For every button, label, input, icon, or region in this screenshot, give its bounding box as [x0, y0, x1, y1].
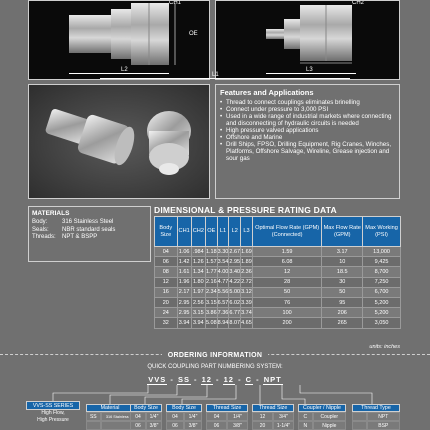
ch2-label: CH2 — [352, 0, 365, 6]
table-cell: 28 — [252, 277, 322, 287]
table-cell: 2.17 — [177, 287, 191, 297]
table-cell: 265 — [322, 318, 363, 328]
table-cell: 2.56 — [191, 297, 205, 307]
material-value: NPT & BSPP — [62, 234, 98, 240]
option-row — [298, 412, 346, 421]
rating-body — [155, 247, 401, 329]
table-cell: 5,200 — [363, 308, 401, 318]
option-row — [130, 412, 162, 421]
table-cell: 4.65 — [241, 318, 253, 328]
table-cell: 12 — [252, 267, 322, 277]
table-cell: 04 — [155, 247, 178, 257]
option-value: BSP — [367, 421, 400, 430]
ordering-subtitle: QUICK COUPLING PART NUMBERING SYSTEM: — [147, 364, 283, 370]
option-value: 316 Stainless — [101, 412, 134, 421]
table-cell: 2.36 — [241, 267, 253, 277]
option-thread-type — [352, 404, 400, 430]
table-cell: 2.95 — [177, 297, 191, 307]
material-key: Body: — [32, 219, 48, 225]
table-cell: 3.86 — [205, 308, 217, 318]
rating-title: DIMENSIONAL & PRESSURE RATING DATA — [154, 205, 337, 215]
option-value — [101, 421, 134, 430]
table-cell: 20 — [155, 297, 178, 307]
nipple-diagram — [215, 0, 400, 80]
table-cell: 5.56 — [217, 287, 229, 297]
option-code: 04 — [166, 412, 184, 421]
ch1-label: CH1 — [169, 0, 182, 6]
material-key: Seals: — [32, 226, 49, 233]
table-cell: 3.40 — [229, 267, 241, 277]
option-body-size-1 — [130, 404, 162, 430]
pn-segment: 12 — [223, 375, 234, 384]
rating-header-row — [155, 217, 401, 247]
table-cell: 08 — [155, 267, 178, 277]
option-row — [252, 412, 294, 421]
table-cell: 13,000 — [363, 247, 401, 257]
features-list — [220, 99, 395, 162]
pn-segment: 12 — [201, 375, 212, 384]
table-cell: 6.57 — [217, 297, 229, 307]
l2-dimension-line — [69, 73, 169, 74]
option-code — [86, 421, 101, 430]
option-code: 04 — [130, 412, 146, 421]
table-cell: 3.39 — [241, 297, 253, 307]
option-header: Thread Type — [352, 404, 400, 412]
table-cell: 3.54 — [217, 257, 229, 267]
option-row — [206, 412, 248, 421]
l3-label: L3 — [306, 67, 313, 73]
features-panel — [215, 84, 400, 199]
features-title: Features and Applications — [220, 88, 314, 97]
table-cell: 1.42 — [177, 257, 191, 267]
option-header: Material — [86, 404, 134, 412]
table-row — [155, 287, 401, 297]
l1-label: L1 — [212, 72, 219, 78]
option-row — [298, 421, 346, 430]
table-cell: 3.17 — [322, 247, 363, 257]
option-thread-size-2 — [252, 404, 294, 430]
table-cell: 2.34 — [205, 287, 217, 297]
option-value: 3/8" — [146, 421, 162, 430]
table-cell: 2.95 — [177, 308, 191, 318]
option-row — [352, 421, 400, 430]
rating-column-header: Body Size — [155, 217, 178, 247]
table-cell: 06 — [155, 257, 178, 267]
material-value: NBR standard seals — [62, 226, 116, 233]
option-code: 06 — [206, 421, 227, 430]
table-cell: 1.96 — [177, 277, 191, 287]
table-cell: 2.67 — [229, 247, 241, 257]
feature-item: • Drill Ships, FPSO, Drilling Equipment, Rig Cranes, Winches, Platforms, Offshore Salvage, Wireline, Grease injection and sour gas — [220, 141, 395, 162]
rating-column-header: Max Flow Rate (GPM) — [322, 217, 363, 247]
table-cell: 32 — [155, 318, 178, 328]
table-cell: 3.94 — [177, 318, 191, 328]
table-cell: 1.34 — [191, 267, 205, 277]
table-cell: 2.72 — [241, 277, 253, 287]
l2-label: L2 — [121, 67, 128, 73]
option-code: 20 — [252, 421, 273, 430]
table-cell: 3,050 — [363, 318, 401, 328]
table-cell: .984 — [191, 247, 205, 257]
option-header: Coupler / Nipple — [298, 404, 346, 412]
option-value: 3/8" — [227, 421, 248, 430]
rating-column-header: Max Working (PSI) — [363, 217, 401, 247]
table-cell: 206 — [322, 308, 363, 318]
option-code: 06 — [130, 421, 146, 430]
pn-segment: C — [245, 375, 253, 384]
option-value: Coupler — [313, 412, 346, 421]
table-cell: 50 — [322, 287, 363, 297]
part-number: VVS - SS - 12 - 12 - C - NPT — [148, 375, 282, 384]
table-cell: 5,200 — [363, 297, 401, 307]
table-cell: 6,700 — [363, 287, 401, 297]
option-code: C — [298, 412, 313, 421]
table-cell: 95 — [322, 297, 363, 307]
option-value: 1/4" — [227, 412, 248, 421]
table-cell: 8.07 — [229, 318, 241, 328]
option-material — [86, 404, 134, 430]
table-cell: 8,700 — [363, 267, 401, 277]
table-cell: 6.08 — [252, 257, 322, 267]
table-cell: 200 — [252, 318, 322, 328]
table-cell: 8.94 — [217, 318, 229, 328]
table-cell: 1.80 — [191, 277, 205, 287]
table-cell: 1.26 — [191, 257, 205, 267]
option-row — [86, 421, 134, 430]
option-code: 04 — [206, 412, 227, 421]
table-cell: 4.00 — [217, 267, 229, 277]
table-cell: 1.18 — [205, 247, 217, 257]
units-note: units: inches — [369, 344, 400, 350]
option-row — [166, 421, 202, 430]
material-row — [32, 234, 147, 242]
material-value: 316 Stainless Steel — [62, 219, 114, 225]
table-cell: 10 — [322, 257, 363, 267]
rating-column-header: CH1 — [177, 217, 191, 247]
table-cell: 16 — [155, 287, 178, 297]
rating-table — [154, 216, 401, 329]
table-cell: 6.02 — [229, 297, 241, 307]
option-row — [206, 421, 248, 430]
table-row — [155, 247, 401, 257]
table-cell: 1.97 — [191, 287, 205, 297]
table-cell: 9,425 — [363, 257, 401, 267]
feature-item: • Connect under pressure to 3,000 PSI — [220, 106, 395, 113]
table-cell: 4.77 — [217, 277, 229, 287]
l3-dimension-line — [266, 73, 356, 74]
table-cell: 24 — [155, 308, 178, 318]
table-cell: 100 — [252, 308, 322, 318]
material-key: Threads: — [32, 234, 56, 240]
table-cell: 2.95 — [229, 257, 241, 267]
rating-column-header: OE — [205, 217, 217, 247]
table-cell: 50 — [252, 287, 322, 297]
table-row — [155, 267, 401, 277]
oe-label: OE — [189, 31, 198, 37]
series-header: VVS-SS SERIES — [26, 401, 80, 410]
table-cell: 1.61 — [177, 267, 191, 277]
table-cell: 3.74 — [241, 308, 253, 318]
option-value: 3/4" — [273, 412, 294, 421]
option-code: 12 — [252, 412, 273, 421]
option-value: 1/4" — [146, 412, 162, 421]
option-code — [352, 421, 367, 430]
option-code: SS — [86, 412, 101, 421]
material-row — [32, 219, 147, 227]
option-value: 3/8" — [184, 421, 202, 430]
table-cell: 18.5 — [322, 267, 363, 277]
table-cell: 1.77 — [205, 267, 217, 277]
option-row — [166, 412, 202, 421]
table-cell: 5.00 — [229, 287, 241, 297]
material-row — [32, 227, 147, 235]
option-thread-size-1 — [206, 404, 248, 430]
rating-column-header: L3 — [241, 217, 253, 247]
table-row — [155, 308, 401, 318]
table-cell: 6.77 — [229, 308, 241, 318]
option-header: Body Size — [130, 404, 162, 412]
table-row — [155, 257, 401, 267]
feature-item: • Used in a wide range of industrial markets where connecting and disconnecting of hydraulic circuits is needed — [220, 113, 395, 127]
coupler-diagram — [28, 0, 210, 80]
option-header: Thread Size — [252, 404, 294, 412]
table-row — [155, 318, 401, 328]
table-cell: 3.15 — [205, 297, 217, 307]
table-cell: 1.59 — [252, 247, 322, 257]
table-cell: 76 — [252, 297, 322, 307]
ordering-title — [0, 352, 430, 359]
product-photo-illustration — [29, 85, 210, 199]
table-cell: 1.89 — [241, 257, 253, 267]
option-row — [352, 412, 400, 421]
table-row — [155, 277, 401, 287]
table-row — [155, 297, 401, 307]
table-cell: 3.30 — [217, 247, 229, 257]
option-code: 06 — [166, 421, 184, 430]
pn-segment: SS — [177, 375, 190, 384]
l1-dimension-line — [100, 78, 350, 79]
table-cell: 1.69 — [241, 247, 253, 257]
table-cell: 12 — [155, 277, 178, 287]
table-cell: 2.16 — [205, 277, 217, 287]
table-cell: 3.12 — [241, 287, 253, 297]
pn-segment: VVS — [148, 375, 167, 384]
option-value: 1/4" — [184, 412, 202, 421]
table-cell: 30 — [322, 277, 363, 287]
materials-panel — [28, 206, 151, 262]
series-box — [26, 401, 80, 424]
materials-title: MATERIALS — [32, 210, 70, 217]
coupler-drawing — [29, 1, 210, 80]
feature-item: • High pressure valved applications — [220, 127, 395, 134]
rating-column-header: L1 — [217, 217, 229, 247]
option-body-size-2 — [166, 404, 202, 430]
table-cell: 7,250 — [363, 277, 401, 287]
table-cell: 5.08 — [205, 318, 217, 328]
table-cell: 7.36 — [217, 308, 229, 318]
option-value: 1-1/4" — [273, 421, 294, 430]
option-coupler-nipple — [298, 404, 346, 430]
option-code — [352, 412, 367, 421]
rating-column-header: CH2 — [191, 217, 205, 247]
option-row — [130, 421, 162, 430]
feature-item: • Thread to connect couplings eliminates brinelling — [220, 99, 395, 106]
option-header: Body Size — [166, 404, 202, 412]
table-cell: 4.22 — [229, 277, 241, 287]
table-cell: 3.15 — [191, 308, 205, 318]
pn-segment: NPT — [263, 375, 282, 384]
table-cell: 1.57 — [205, 257, 217, 267]
option-row — [252, 421, 294, 430]
series-line: High Pressure — [37, 417, 69, 423]
option-code: N — [298, 421, 313, 430]
option-value: Nipple — [313, 421, 346, 430]
rating-column-header: L2 — [229, 217, 241, 247]
ordering-title-text: ORDERING INFORMATION — [162, 352, 269, 359]
table-cell: 1.06 — [177, 247, 191, 257]
option-row — [86, 412, 134, 421]
rating-column-header: Optimal Flow Rate (GPM) (Connected) — [252, 217, 322, 247]
table-cell: 3.94 — [191, 318, 205, 328]
feature-item: • Offshore and Marine — [220, 134, 395, 141]
product-photo — [28, 84, 210, 199]
option-value: NPT — [367, 412, 400, 421]
option-header: Thread Size — [206, 404, 248, 412]
series-line: High Flow, — [41, 410, 65, 416]
